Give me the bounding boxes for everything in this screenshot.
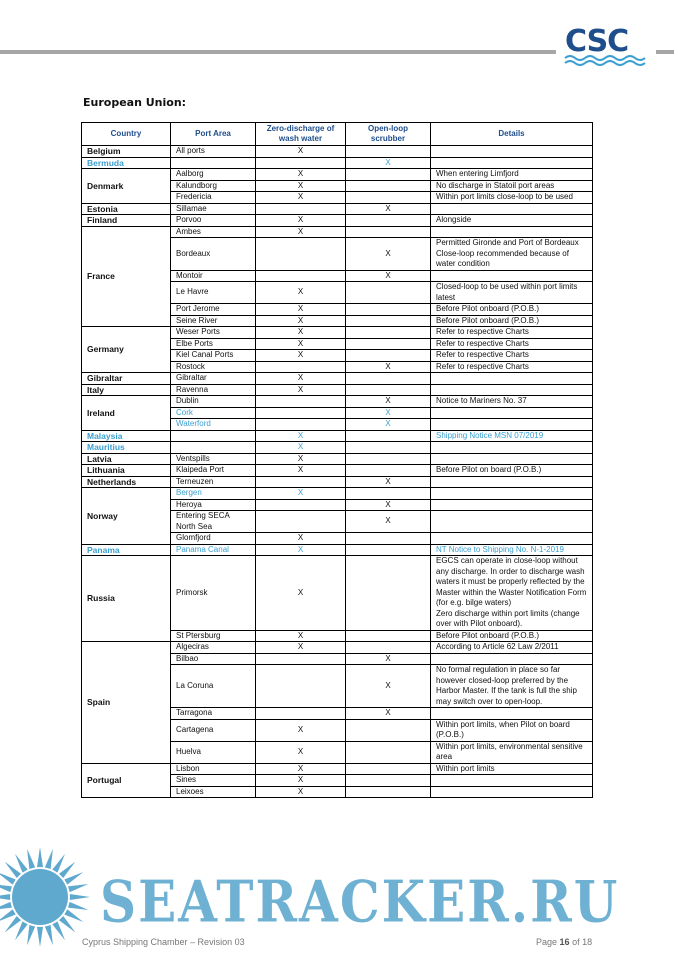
zero-discharge-cell: X	[256, 384, 346, 396]
zero-discharge-cell: X	[256, 146, 346, 158]
details-cell: Notice to Mariners No. 37	[431, 396, 593, 408]
table-row	[82, 215, 593, 227]
header-rule	[0, 50, 556, 54]
details-cell: No formal regulation in place so far however closed-loop preferred by the Harbor Master. If the tank is full the ship may switch over to open-loop.	[431, 665, 593, 708]
details-cell	[431, 488, 593, 500]
open-loop-cell: X	[346, 203, 431, 215]
country-cell: Latvia	[82, 453, 171, 465]
zero-discharge-cell: X	[256, 180, 346, 192]
zero-discharge-cell: X	[256, 556, 346, 631]
table-row	[82, 544, 593, 556]
zero-discharge-cell: X	[256, 442, 346, 454]
zero-discharge-cell: X	[256, 763, 346, 775]
port-cell	[171, 442, 256, 454]
open-loop-cell: X	[346, 270, 431, 282]
csc-logo	[563, 24, 653, 68]
watermark-text: SEATRACKER.RU	[100, 867, 620, 936]
table-row	[82, 763, 593, 775]
port-cell: Leixoes	[171, 786, 256, 798]
port-cell: Primorsk	[171, 556, 256, 631]
port-cell: Dublin	[171, 396, 256, 408]
details-cell	[431, 407, 593, 419]
details-cell: Within port limits	[431, 763, 593, 775]
sun-ray	[5, 862, 21, 878]
sun-ray	[15, 854, 28, 873]
port-cell: Ambes	[171, 226, 256, 238]
table-row	[82, 465, 593, 477]
details-cell	[431, 708, 593, 720]
open-loop-cell	[346, 533, 431, 545]
footer-revision: Cyprus Shipping Chamber – Revision 03	[82, 937, 245, 947]
country-cell: Spain	[82, 642, 171, 764]
details-cell	[431, 453, 593, 465]
open-loop-cell	[346, 556, 431, 631]
details-cell	[431, 499, 593, 511]
details-cell: Refer to respective Charts	[431, 361, 593, 373]
zero-discharge-cell	[256, 708, 346, 720]
details-cell: Before Pilot onboard (P.O.B.)	[431, 630, 593, 642]
table-row	[82, 396, 593, 408]
port-cell: Montoir	[171, 270, 256, 282]
waves-icon	[563, 55, 651, 67]
zero-discharge-cell: X	[256, 453, 346, 465]
sun-ray	[52, 921, 65, 940]
details-cell: Refer to respective Charts	[431, 350, 593, 362]
details-cell	[431, 384, 593, 396]
port-cell: Weser Ports	[171, 327, 256, 339]
port-cell: Tarragona	[171, 708, 256, 720]
details-cell	[431, 533, 593, 545]
details-cell	[431, 775, 593, 787]
port-cell: Gibraltar	[171, 373, 256, 385]
header-details: Details	[431, 123, 593, 146]
open-loop-cell: X	[346, 419, 431, 431]
open-loop-cell	[346, 544, 431, 556]
table-row	[82, 442, 593, 454]
zero-discharge-cell: X	[256, 786, 346, 798]
zero-discharge-cell	[256, 407, 346, 419]
port-cell: Fredericia	[171, 192, 256, 204]
country-cell: Lithuania	[82, 465, 171, 477]
port-cell: Bilbao	[171, 653, 256, 665]
table-row	[82, 327, 593, 339]
zero-discharge-cell: X	[256, 719, 346, 741]
zero-discharge-cell	[256, 157, 346, 169]
details-cell	[431, 786, 593, 798]
zero-discharge-cell	[256, 396, 346, 408]
open-loop-cell: X	[346, 665, 431, 708]
port-cell: Kiel Canal Ports	[171, 350, 256, 362]
details-cell	[431, 203, 593, 215]
table-row	[82, 146, 593, 158]
country-cell: Denmark	[82, 169, 171, 204]
country-cell: Finland	[82, 215, 171, 227]
table-row	[82, 384, 593, 396]
open-loop-cell	[346, 488, 431, 500]
table-row	[82, 488, 593, 500]
open-loop-cell: X	[346, 499, 431, 511]
zero-discharge-cell: X	[256, 741, 346, 763]
table-row	[82, 203, 593, 215]
port-cell: Bordeaux	[171, 238, 256, 271]
port-cell: Porvoo	[171, 215, 256, 227]
country-cell: Bermuda	[82, 157, 171, 169]
details-cell	[431, 442, 593, 454]
sun-ray	[68, 902, 88, 910]
table-row	[82, 556, 593, 631]
open-loop-cell	[346, 786, 431, 798]
country-cell: Ireland	[82, 396, 171, 431]
table-header-row	[82, 123, 593, 146]
zero-discharge-cell: X	[256, 226, 346, 238]
country-cell: Gibraltar	[82, 373, 171, 385]
zero-discharge-cell	[256, 653, 346, 665]
watermark	[0, 845, 110, 948]
open-loop-cell	[346, 775, 431, 787]
header-zero-discharge: Zero-discharge of wash water	[256, 123, 346, 146]
port-cell: Terneuzen	[171, 476, 256, 488]
port-cell: Port Jerome	[171, 304, 256, 316]
open-loop-cell	[346, 327, 431, 339]
zero-discharge-cell	[256, 203, 346, 215]
port-cell: Aalborg	[171, 169, 256, 181]
sun-ray	[64, 909, 83, 922]
sun-ray	[59, 916, 75, 932]
sun-ray	[5, 916, 21, 932]
details-cell	[431, 157, 593, 169]
zero-discharge-cell: X	[256, 775, 346, 787]
open-loop-cell	[346, 226, 431, 238]
country-cell: Germany	[82, 327, 171, 373]
page-total: of 18	[572, 937, 593, 947]
zero-discharge-cell: X	[256, 192, 346, 204]
sun-ray	[70, 894, 90, 900]
sun-ray	[27, 849, 35, 869]
details-cell: EGCS can operate in close-loop without any discharge. In order to discharge wash waters it must be properly reflected by the Master within the Waster Notification Form (for e.g. bilge waters) Zero discharge within port limits (change over with Pilot onboard).	[431, 556, 593, 631]
country-cell: Estonia	[82, 203, 171, 215]
zero-discharge-cell: X	[256, 315, 346, 327]
sun-ray	[45, 925, 53, 945]
header-country: Country	[82, 123, 171, 146]
sun-ray	[52, 854, 65, 873]
zero-discharge-cell: X	[256, 373, 346, 385]
details-cell: Shipping Notice MSN 07/2019	[431, 430, 593, 442]
open-loop-cell	[346, 430, 431, 442]
sun-ray	[37, 847, 43, 867]
details-cell	[431, 270, 593, 282]
country-cell: Belgium	[82, 146, 171, 158]
port-cell: Lisbon	[171, 763, 256, 775]
open-loop-cell: X	[346, 238, 431, 271]
zero-discharge-cell: X	[256, 282, 346, 304]
open-loop-cell	[346, 384, 431, 396]
port-regulations-table	[81, 122, 593, 798]
zero-discharge-cell: X	[256, 533, 346, 545]
port-cell: Cartagena	[171, 719, 256, 741]
port-cell: All ports	[171, 146, 256, 158]
zero-discharge-cell	[256, 499, 346, 511]
table-row	[82, 642, 593, 654]
table-row	[82, 169, 593, 181]
open-loop-cell	[346, 338, 431, 350]
port-cell: Huelva	[171, 741, 256, 763]
zero-discharge-cell: X	[256, 488, 346, 500]
table-row	[82, 476, 593, 488]
zero-discharge-cell: X	[256, 350, 346, 362]
open-loop-cell	[346, 192, 431, 204]
zero-discharge-cell	[256, 476, 346, 488]
details-cell: When entering Limfjord	[431, 169, 593, 181]
zero-discharge-cell: X	[256, 544, 346, 556]
zero-discharge-cell	[256, 270, 346, 282]
port-cell: Entering SECA North Sea	[171, 511, 256, 533]
details-cell: Within port limits, environmental sensitive area	[431, 741, 593, 763]
open-loop-cell	[346, 741, 431, 763]
table-row	[82, 430, 593, 442]
details-cell	[431, 476, 593, 488]
details-cell: Before Pilot onboard (P.O.B.)	[431, 304, 593, 316]
details-cell	[431, 419, 593, 431]
zero-discharge-cell	[256, 238, 346, 271]
details-cell: Before Pilot onboard (P.O.B.)	[431, 315, 593, 327]
port-cell: Ventspills	[171, 453, 256, 465]
country-cell: Russia	[82, 556, 171, 642]
zero-discharge-cell: X	[256, 169, 346, 181]
details-cell: No discharge in Statoil port areas	[431, 180, 593, 192]
port-cell: Rostock	[171, 361, 256, 373]
open-loop-cell: X	[346, 708, 431, 720]
open-loop-cell: X	[346, 407, 431, 419]
details-cell	[431, 373, 593, 385]
details-cell: Alongside	[431, 215, 593, 227]
sun-ray	[64, 872, 83, 885]
open-loop-cell: X	[346, 157, 431, 169]
country-cell: Norway	[82, 488, 171, 545]
page-current: 16	[559, 937, 570, 947]
sun-ray	[0, 884, 12, 892]
port-cell: La Coruna	[171, 665, 256, 708]
table-row	[82, 157, 593, 169]
open-loop-cell	[346, 442, 431, 454]
zero-discharge-cell: X	[256, 630, 346, 642]
open-loop-cell	[346, 642, 431, 654]
port-cell	[171, 157, 256, 169]
country-cell: Netherlands	[82, 476, 171, 488]
sun-ray	[45, 849, 53, 869]
open-loop-cell	[346, 719, 431, 741]
port-cell: Sillamae	[171, 203, 256, 215]
open-loop-cell	[346, 465, 431, 477]
section-title: European Union:	[83, 96, 187, 109]
zero-discharge-cell: X	[256, 304, 346, 316]
open-loop-cell	[346, 146, 431, 158]
port-cell: Seine River	[171, 315, 256, 327]
country-cell: Malaysia	[82, 430, 171, 442]
country-cell: Mauritius	[82, 442, 171, 454]
open-loop-cell	[346, 373, 431, 385]
zero-discharge-cell: X	[256, 215, 346, 227]
sun-ray	[27, 925, 35, 945]
sun-ray	[15, 921, 28, 940]
port-cell: Le Havre	[171, 282, 256, 304]
open-loop-cell	[346, 282, 431, 304]
open-loop-cell	[346, 169, 431, 181]
logo-text: CSC	[565, 24, 629, 59]
port-cell: St Ptersburg	[171, 630, 256, 642]
open-loop-cell	[346, 630, 431, 642]
sun-ray	[59, 862, 75, 878]
sun-ray	[0, 902, 12, 910]
country-cell: Italy	[82, 384, 171, 396]
details-cell: Closed-loop to be used within port limits latest	[431, 282, 593, 304]
open-loop-cell	[346, 215, 431, 227]
country-cell: Panama	[82, 544, 171, 556]
page-label: Page	[536, 937, 558, 947]
details-cell: Refer to respective Charts	[431, 338, 593, 350]
port-cell: Algeciras	[171, 642, 256, 654]
open-loop-cell	[346, 315, 431, 327]
port-cell: Glomfjord	[171, 533, 256, 545]
sun-icon	[0, 845, 110, 948]
table-row	[82, 453, 593, 465]
open-loop-cell: X	[346, 476, 431, 488]
zero-discharge-cell	[256, 419, 346, 431]
details-cell: Refer to respective Charts	[431, 327, 593, 339]
details-cell: Within port limits close-loop to be used	[431, 192, 593, 204]
details-cell: Permitted Gironde and Port of Bordeaux Close-loop recommended because of water condition	[431, 238, 593, 271]
country-cell: France	[82, 226, 171, 327]
zero-discharge-cell	[256, 665, 346, 708]
zero-discharge-cell: X	[256, 327, 346, 339]
open-loop-cell: X	[346, 396, 431, 408]
port-cell: Heroya	[171, 499, 256, 511]
sun-ray	[0, 909, 16, 922]
sun-ray	[68, 884, 88, 892]
port-cell: Klaipeda Port	[171, 465, 256, 477]
country-cell: Portugal	[82, 763, 171, 798]
port-cell: Bergen	[171, 488, 256, 500]
details-cell	[431, 226, 593, 238]
sun-ray	[0, 872, 16, 885]
open-loop-cell	[346, 304, 431, 316]
zero-discharge-cell: X	[256, 430, 346, 442]
details-cell: Before Pilot on board (P.O.B.)	[431, 465, 593, 477]
zero-discharge-cell	[256, 361, 346, 373]
open-loop-cell	[346, 763, 431, 775]
details-cell	[431, 146, 593, 158]
zero-discharge-cell: X	[256, 338, 346, 350]
sun-ray	[37, 927, 43, 947]
port-cell: Kalundborg	[171, 180, 256, 192]
open-loop-cell	[346, 180, 431, 192]
header-port-area: Port Area	[171, 123, 256, 146]
port-cell: Sines	[171, 775, 256, 787]
details-cell: According to Article 62 Law 2/2011	[431, 642, 593, 654]
open-loop-cell: X	[346, 511, 431, 533]
header-open-loop: Open-loop scrubber	[346, 123, 431, 146]
open-loop-cell	[346, 453, 431, 465]
port-cell: Panama Canal	[171, 544, 256, 556]
sun-ray	[0, 894, 10, 900]
open-loop-cell: X	[346, 361, 431, 373]
port-cell: Cork	[171, 407, 256, 419]
table-row	[82, 226, 593, 238]
open-loop-cell	[346, 350, 431, 362]
header-rule-right	[656, 50, 674, 54]
details-cell: NT Notice to Shipping No. N-1-2019	[431, 544, 593, 556]
zero-discharge-cell: X	[256, 642, 346, 654]
details-cell: Within port limits, when Pilot on board (P.O.B.)	[431, 719, 593, 741]
page-number	[536, 937, 592, 948]
table-row	[82, 373, 593, 385]
port-cell: Ravenna	[171, 384, 256, 396]
details-cell	[431, 653, 593, 665]
port-cell	[171, 430, 256, 442]
port-cell: Waterford	[171, 419, 256, 431]
port-cell: Elbe Ports	[171, 338, 256, 350]
zero-discharge-cell	[256, 511, 346, 533]
zero-discharge-cell: X	[256, 465, 346, 477]
open-loop-cell: X	[346, 653, 431, 665]
details-cell	[431, 511, 593, 533]
